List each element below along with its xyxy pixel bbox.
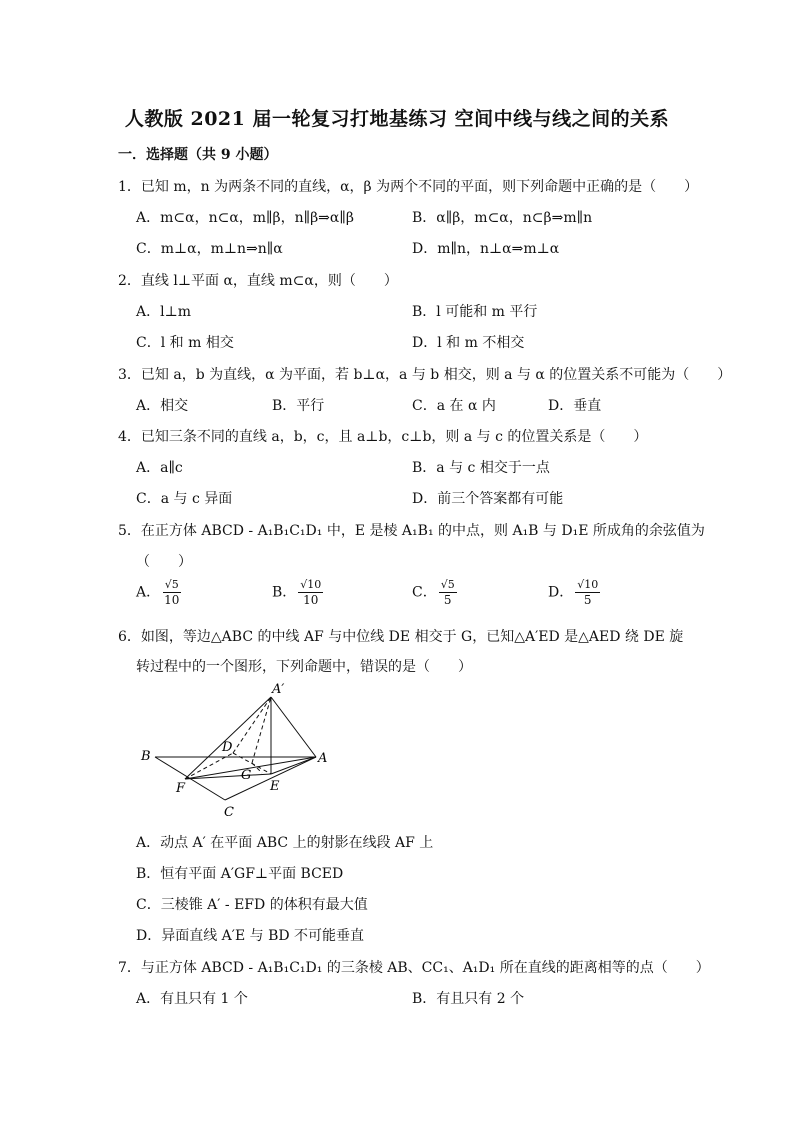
question-2-stem: 2．直线 l⊥平面 α，直线 m⊂α，则（ ） bbox=[118, 273, 398, 289]
question-7-option-b: B．有且只有 2 个 bbox=[412, 991, 525, 1007]
question-3-stem: 3．已知 a，b 为直线，α 为平面，若 b⊥α，a 与 b 相交，则 a 与 α 的位置关系不可能为（ ） bbox=[118, 367, 732, 383]
question-4-option-c: C．a 与 c 异面 bbox=[136, 491, 233, 507]
numerator: √5 bbox=[440, 578, 455, 591]
section-heading: 一．选择题（共 9 小题） bbox=[118, 147, 278, 163]
label-c: C bbox=[224, 805, 234, 820]
segment-DA-prime bbox=[233, 697, 271, 753]
label-d: D bbox=[222, 740, 233, 755]
segment-GA-prime bbox=[252, 697, 271, 763]
question-6-option-a: A．动点 A′ 在平面 ABC 上的射影在线段 AF 上 bbox=[136, 835, 434, 851]
question-6-option-c: C．三棱锥 A′ - EFD 的体积有最大值 bbox=[136, 897, 368, 913]
question-3-option-a: A．相交 bbox=[136, 398, 189, 414]
denominator: 10 bbox=[303, 593, 319, 607]
denominator: 5 bbox=[583, 593, 592, 607]
question-1-option-a: A．m⊂α，n⊂α，m∥β，n∥β⇒α∥β bbox=[136, 210, 354, 226]
question-1-option-c: C．m⊥α，m⊥n⇒n∥α bbox=[136, 241, 283, 257]
question-4-option-d: D．前三个答案都有可能 bbox=[412, 491, 564, 507]
segment-A-prime-A bbox=[271, 697, 316, 757]
question-6-option-b: B．恒有平面 A′GF⊥平面 BCED bbox=[136, 866, 344, 882]
question-6-stem: 6．如图，等边△ABC 的中线 AF 与中位线 DE 相交于 G，已知△A′ED 是△AED 绕 DE 旋 bbox=[118, 629, 684, 645]
question-2-option-b: B．l 可能和 m 平行 bbox=[412, 304, 538, 320]
denominator: 10 bbox=[164, 593, 180, 607]
question-1-option-d: D．m∥n，n⊥α⇒m⊥α bbox=[412, 241, 560, 257]
question-3-option-c: C．a 在 α 内 bbox=[412, 398, 496, 414]
question-3-option-b: B．平行 bbox=[272, 398, 325, 414]
label-a: A bbox=[318, 751, 328, 766]
question-1-stem: 1．已知 m，n 为两条不同的直线，α，β 为两个不同的平面，则下列命题中正确的是（ ） bbox=[118, 179, 699, 195]
question-7-stem: 7．与正方体 ABCD - A₁B₁C₁D₁ 的三条棱 AB、CC₁、A₁D₁ 所在直线的距离相等的点（ ） bbox=[118, 960, 710, 976]
denominator: 5 bbox=[443, 593, 452, 607]
question-7-option-a: A．有且只有 1 个 bbox=[136, 991, 248, 1007]
question-5-stem: 5．在正方体 ABCD - A₁B₁C₁D₁ 中，E 是棱 A₁B₁ 的中点，则 A₁B 与 D₁E 所成角的余弦值为 bbox=[118, 523, 705, 539]
numerator: √10 bbox=[300, 578, 322, 591]
question-4-option-a: A．a∥c bbox=[136, 460, 183, 476]
question-4-stem: 4．已知三条不同的直线 a，b，c，且 a⊥b，c⊥b，则 a 与 c 的位置关系是（ ） bbox=[118, 429, 648, 445]
question-5-option-c-label: C． bbox=[412, 584, 437, 601]
question-5-option-b-label: B． bbox=[272, 584, 297, 601]
question-2-option-c: C．l 和 m 相交 bbox=[136, 335, 234, 351]
question-4-option-b: B．a 与 c 相交于一点 bbox=[412, 460, 550, 476]
question-3-option-d: D．垂直 bbox=[548, 398, 602, 414]
question-1-option-b: B．α∥β，m⊂α，n⊂β⇒m∥n bbox=[412, 210, 593, 226]
label-g: G bbox=[241, 768, 252, 783]
numerator: √5 bbox=[164, 578, 179, 591]
question-5-option-d-label: D． bbox=[548, 584, 574, 601]
label-a-prime: A′ bbox=[272, 682, 285, 697]
question-5-stem-continued: （ ） bbox=[136, 554, 192, 570]
question-2-option-a: A．l⊥m bbox=[136, 304, 192, 320]
question-6-option-d: D．异面直线 A′E 与 BD 不可能垂直 bbox=[136, 928, 365, 944]
label-e: E bbox=[270, 779, 280, 794]
question-6-stem-continued: 转过程中的一个图形，下列命题中，错误的是（ ） bbox=[136, 659, 472, 675]
label-f: F bbox=[176, 781, 186, 796]
question-5-option-a-label: A． bbox=[136, 584, 161, 601]
question-2-option-d: D．l 和 m 不相交 bbox=[412, 335, 525, 351]
segment-EA bbox=[271, 757, 316, 774]
page-title: 人教版 2021 届一轮复习打地基练习 空间中线与线之间的关系 bbox=[124, 108, 670, 130]
label-b: B bbox=[141, 749, 151, 764]
numerator: √10 bbox=[577, 578, 599, 591]
